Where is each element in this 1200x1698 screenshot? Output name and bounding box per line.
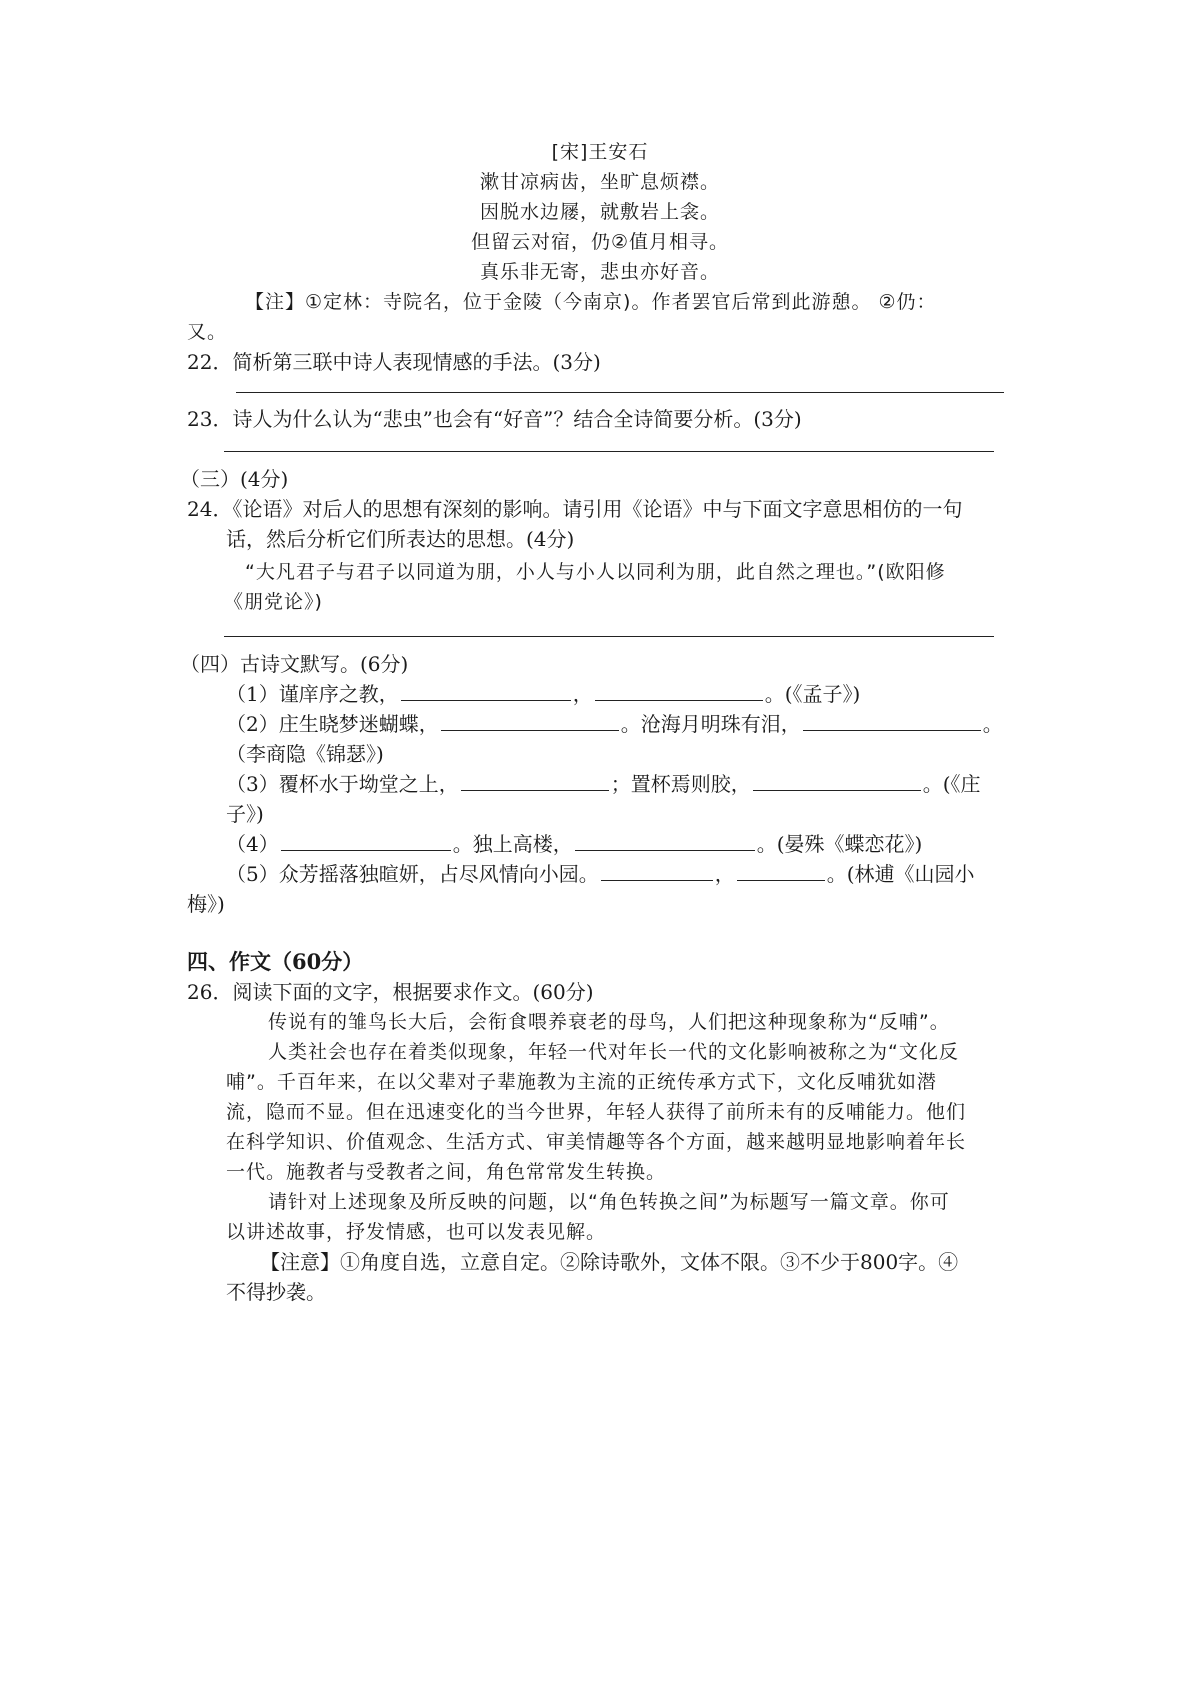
essay-paragraph-2-line: 在科学知识、价值观念、生活方式、审美情趣等各个方面，越来越明显地影响着年长 — [226, 1131, 967, 1153]
answer-line-23[interactable] — [224, 451, 994, 452]
poem-line-1: 漱甘凉病齿，坐旷息烦襟。 — [479, 171, 720, 193]
recite-blank[interactable] — [281, 830, 451, 851]
poem-line-4: 真乐非无寄，悲虫亦好音。 — [479, 261, 720, 283]
answer-line-22[interactable] — [236, 392, 1004, 393]
section-3-heading: （三）(4分) — [180, 467, 289, 491]
question-24: 24．《论语》对后人的思想有深刻的影响。请引用《论语》中与下面文字意思相仿的一句 — [187, 497, 963, 521]
poem-note-cont: 又。 — [187, 321, 228, 343]
question-22: 22．简析第三联中诗人表现情感的手法。(3分) — [187, 350, 601, 374]
essay-paragraph-2: 人类社会也存在着类似现象，年轻一代对年长一代的文化影响被称之为“文化反 — [268, 1041, 959, 1063]
poem-note: 【注】①定林：寺院名，位于金陵（今南京)。作者罢官后常到此游憩。 ②仍： — [245, 291, 937, 313]
essay-paragraph-3-line: 以讲述故事，抒发情感，也可以发表见解。 — [226, 1221, 607, 1243]
essay-paragraph-2-line: 一代。施教者与受教者之间，角色常常发生转换。 — [226, 1161, 667, 1183]
recite-item-3: （3）覆杯水于坳堂之上， ；置杯焉则胶， 。(《庄 — [226, 772, 981, 796]
recite-blank[interactable] — [753, 770, 921, 791]
recite-item-3-source: 子》) — [226, 802, 264, 826]
recite-blank[interactable] — [737, 860, 825, 881]
recite-item-2-source: （李商隐《锦瑟》) — [226, 742, 384, 766]
essay-notes-cont: 不得抄袭。 — [226, 1280, 326, 1304]
essay-paragraph-2-line: 哺”。千百年来，在以父辈对子辈施教为主流的正统传承方式下，文化反哺犹如潜 — [226, 1071, 937, 1093]
recite-item-5: （5）众芳摇落独暄妍，占尽风情向小园。 ， 。(林逋《山园小 — [226, 862, 975, 886]
recite-blank[interactable] — [595, 680, 763, 701]
recite-blank[interactable] — [461, 770, 609, 791]
recite-item-5-source: 梅》) — [187, 892, 225, 916]
recite-blank[interactable] — [401, 680, 571, 701]
question-23: 23．诗人为什么认为“悲虫”也会有“好音”？结合全诗简要分析。(3分) — [187, 407, 802, 431]
section-4-heading: （四）古诗文默写。(6分) — [180, 652, 409, 676]
quote-line-1: “大凡君子与君子以同道为朋，小人与小人以同利为朋，此自然之理也。”(欧阳修 — [245, 561, 946, 583]
poem-author: [宋]王安石 — [551, 141, 649, 163]
question-26: 26．阅读下面的文字，根据要求作文。(60分) — [187, 980, 594, 1004]
essay-paragraph-2-line: 流，隐而不显。但在迅速变化的当今世界，年轻人获得了前所未有的反哺能力。他们 — [226, 1101, 967, 1123]
recite-blank[interactable] — [575, 830, 755, 851]
recite-item-2: （2）庄生晓梦迷蝴蝶， 。沧海月明珠有泪， 。 — [226, 712, 1003, 736]
quote-line-2: 《朋党论》) — [224, 591, 323, 613]
answer-line-24[interactable] — [224, 636, 994, 637]
recite-item-4: （4） 。独上高楼， 。(晏殊《蝶恋花》) — [226, 832, 923, 856]
essay-notes: 【注意】①角度自选，立意自定。②除诗歌外，文体不限。③不少于800字。④ — [260, 1250, 959, 1274]
essay-heading: 四、作文（60分） — [187, 949, 364, 974]
recite-blank[interactable] — [803, 710, 981, 731]
essay-paragraph-3: 请针对上述现象及所反映的问题，以“角色转换之间”为标题写一篇文章。你可 — [268, 1191, 950, 1213]
poem-line-3: 但留云对宿，仍②值月相寻。 — [470, 231, 730, 253]
essay-paragraph-1: 传说有的雏鸟长大后，会衔食喂养衰老的母鸟，人们把这种现象称为“反哺”。 — [268, 1011, 950, 1033]
recite-item-1: （1）谨庠序之教， ， 。(《孟子》) — [226, 682, 861, 706]
poem-line-2: 因脱水边屦，就敷岩上衾。 — [479, 201, 720, 223]
question-24-cont: 话，然后分析它们所表达的思想。(4分) — [226, 527, 575, 551]
recite-blank[interactable] — [601, 860, 713, 881]
recite-blank[interactable] — [441, 710, 619, 731]
